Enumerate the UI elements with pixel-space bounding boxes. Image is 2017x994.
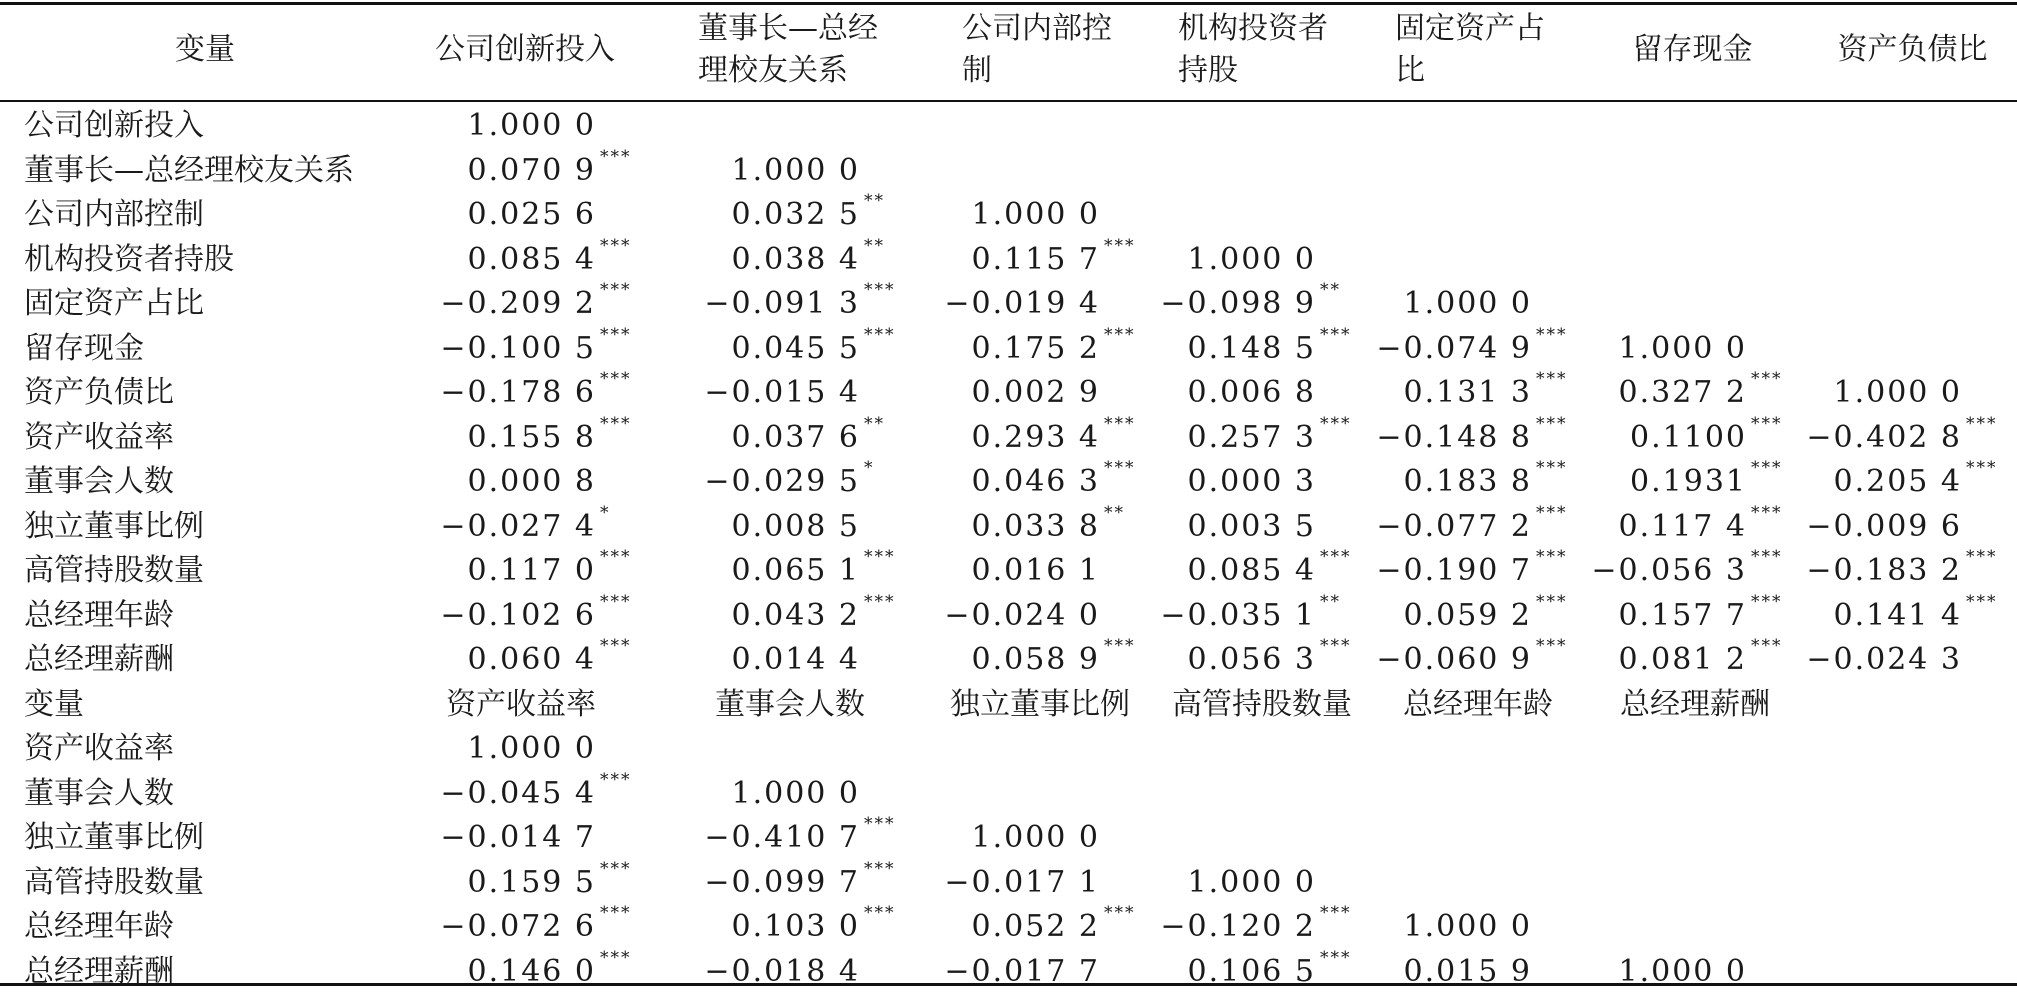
cell-value: 1.000 0 (467, 731, 596, 766)
significance-stars: *** (600, 947, 632, 968)
table-cell (1116, 371, 1316, 415)
cell-value: −0.015 4 (704, 375, 860, 410)
header-cash: 留存现金 (1632, 32, 1753, 67)
table-row (0, 235, 2017, 282)
significance-stars: *** (1320, 324, 1352, 345)
table-cell (900, 594, 1100, 638)
cell-value: −0.018 4 (704, 953, 860, 989)
table-cell (900, 193, 1100, 237)
significance-stars: *** (1536, 324, 1568, 345)
significance-stars: *** (1320, 413, 1352, 434)
table-cell (660, 280, 896, 326)
table-cell (1547, 502, 1783, 549)
cell-value: 0.033 8 ** (971, 502, 1125, 544)
table-cell (1332, 369, 1568, 415)
cell-value: 1.000 0 (1187, 241, 1316, 277)
cell-value: 0.000 3 (1187, 464, 1316, 499)
cell-value: 1.000 0 (971, 820, 1100, 855)
significance-stars: *** (1536, 413, 1568, 434)
cell-value: 0.103 0 *** (731, 903, 896, 944)
cell-value: 0.032 5 ** (731, 191, 885, 232)
significance-stars: *** (1966, 547, 1998, 567)
significance-stars: *** (600, 591, 632, 612)
cell-value: 0.058 9 *** (971, 636, 1136, 677)
table-cell (1547, 413, 1783, 460)
table-cell (1547, 458, 1783, 504)
cell-value: 0.070 9 *** (467, 146, 632, 188)
cell-value: 0.175 2 *** (971, 324, 1136, 366)
cell-value: 0.131 3 *** (1403, 369, 1568, 410)
cell-value: −0.009 6 (1806, 508, 1962, 544)
table-row (0, 549, 2017, 593)
table-cell (900, 502, 1125, 549)
cell-value: −0.209 2 *** (440, 280, 632, 321)
table-cell (1332, 458, 1568, 504)
significance-stars: *** (600, 547, 632, 567)
cell-value: 1.000 0 (731, 152, 860, 188)
table-cell (1762, 638, 1962, 682)
table-cell (1762, 458, 1998, 504)
table-row (0, 193, 2017, 237)
table-cell (1762, 591, 1998, 638)
significance-stars: *** (600, 769, 632, 790)
row-label: 董事会人数 (24, 775, 174, 811)
cell-value: 0.025 6 (467, 197, 596, 232)
table-cell (1332, 324, 1568, 371)
cell-value: −0.148 8 *** (1376, 413, 1568, 455)
table-cell (900, 458, 1136, 504)
table-cell (900, 816, 1100, 860)
row-label: 总经理薪酬 (24, 953, 174, 989)
table-cell (396, 324, 632, 371)
subheader-cell: 总经理年龄 (1403, 686, 1553, 722)
cell-value: −0.035 1 ** (1160, 591, 1341, 633)
table-cell (660, 149, 860, 193)
table-cell (1332, 502, 1568, 549)
cell-value: 0.085 4 *** (467, 235, 632, 277)
table-row (0, 727, 2017, 771)
cell-value: 0.155 8 *** (467, 413, 632, 455)
header-variable: 变量 (175, 32, 235, 67)
cell-value: 0.060 4 *** (467, 636, 632, 677)
table-cell (1116, 324, 1352, 371)
table-cell (396, 903, 632, 949)
table-cell (1547, 547, 1783, 593)
cell-value: 1.000 0 (467, 108, 596, 143)
table-row (0, 858, 2017, 905)
table-cell (1332, 547, 1568, 593)
significance-stars: *** (1320, 547, 1352, 567)
subheader-cell: 独立董事比例 (950, 686, 1130, 722)
table-cell (396, 636, 632, 682)
table-cell (1762, 371, 1962, 415)
table-cell (1762, 547, 1998, 593)
significance-stars: *** (1536, 547, 1568, 567)
table-cell (396, 816, 596, 860)
table-row (0, 104, 2017, 148)
significance-stars: *** (600, 369, 632, 389)
row-label: 总经理薪酬 (24, 642, 174, 677)
table-cell (1116, 238, 1316, 282)
table-cell (1547, 591, 1783, 638)
significance-stars: *** (1536, 502, 1568, 523)
header-alumni: 董事长—总经 理校友关系 (698, 11, 878, 88)
cell-value: 0.008 5 (731, 508, 860, 544)
significance-stars: *** (600, 903, 632, 923)
row-label: 独立董事比例 (24, 508, 204, 544)
table-cell (1762, 505, 1962, 549)
table-row (0, 591, 2017, 638)
table-cell (396, 104, 596, 148)
significance-stars: *** (864, 591, 896, 612)
row-label: 公司创新投入 (24, 108, 204, 143)
table-cell (396, 727, 596, 771)
cell-value: 0.045 5 *** (731, 324, 896, 366)
subheader-cell: 高管持股数量 (1172, 686, 1352, 722)
cell-value: 0.038 4 ** (731, 235, 885, 277)
table-cell (1547, 636, 1783, 682)
subheader-row (0, 683, 2017, 727)
cell-value: 0.293 4 *** (971, 413, 1136, 455)
table-cell (900, 413, 1136, 460)
table-cell (396, 413, 632, 460)
significance-stars: *** (1104, 458, 1136, 478)
significance-stars: *** (600, 235, 632, 256)
cell-value: 0.117 0 *** (467, 547, 632, 588)
significance-stars: *** (600, 636, 632, 656)
cell-value: 1.000 0 (1403, 909, 1532, 944)
table-cell (1116, 413, 1352, 460)
table-cell (1116, 280, 1341, 326)
row-label: 高管持股数量 (24, 553, 204, 588)
table-row (0, 502, 2017, 549)
significance-stars: *** (864, 903, 896, 923)
cell-value: 0.141 4 *** (1833, 591, 1998, 633)
cell-value: 0.046 3 *** (971, 458, 1136, 499)
cell-value: 0.183 8 *** (1403, 458, 1568, 499)
header-rule (0, 100, 2017, 102)
table-cell (1332, 282, 1532, 326)
row-label: 董事长—总经理校友关系 (24, 152, 354, 188)
cell-value: 1.000 0 (1187, 864, 1316, 900)
cell-value: 0.159 5 *** (467, 858, 632, 900)
header-fixed-assets: 固定资产占 比 (1395, 11, 1545, 88)
table-cell (1116, 460, 1316, 504)
table-cell (900, 636, 1136, 682)
cell-value: 0.003 5 (1187, 508, 1316, 544)
cell-value: −0.017 1 (944, 864, 1100, 900)
cell-value: 0.006 8 (1187, 375, 1316, 410)
table-cell (1116, 547, 1352, 593)
significance-stars: *** (1751, 591, 1783, 612)
row-label: 总经理年龄 (24, 909, 174, 944)
significance-stars: *** (1320, 947, 1352, 968)
cell-value: 0.081 2 *** (1618, 636, 1783, 677)
cell-value: −0.183 2 *** (1806, 547, 1998, 588)
table-cell (396, 769, 632, 816)
significance-stars: *** (1966, 458, 1998, 478)
significance-stars: *** (1751, 369, 1783, 389)
table-cell (900, 861, 1100, 905)
cell-value: 0.037 6 ** (731, 413, 885, 455)
row-label: 董事会人数 (24, 464, 174, 499)
table-row (0, 371, 2017, 415)
significance-stars: *** (864, 858, 896, 879)
table-cell (900, 903, 1136, 949)
cell-value: 1.000 0 (1403, 286, 1532, 321)
cell-value: −0.019 4 (944, 286, 1100, 321)
cell-value: −0.077 2 *** (1376, 502, 1568, 544)
table-cell (660, 413, 885, 460)
cell-value: −0.072 6 *** (440, 903, 632, 944)
table-cell (1762, 413, 1998, 460)
subheader-cell: 资产收益率 (446, 686, 596, 722)
row-label: 留存现金 (24, 330, 144, 366)
table-cell (1547, 369, 1783, 415)
significance-stars: *** (1536, 636, 1568, 656)
table-cell (396, 235, 632, 282)
significance-stars: *** (600, 324, 632, 345)
table-cell (1547, 327, 1747, 371)
significance-stars: * (864, 458, 875, 478)
significance-stars: *** (1536, 458, 1568, 478)
row-label: 机构投资者持股 (24, 241, 234, 277)
table-cell (396, 369, 632, 415)
cell-value: −0.178 6 *** (440, 369, 632, 410)
cell-value: −0.190 7 *** (1376, 547, 1568, 588)
row-label: 资产负债比 (24, 375, 174, 410)
cell-value: 0.157 7 *** (1618, 591, 1783, 633)
table-cell (660, 235, 885, 282)
table-cell (660, 191, 885, 237)
cell-value: −0.029 5 * (704, 458, 875, 499)
row-label: 资产收益率 (24, 419, 174, 455)
cell-value: −0.410 7 *** (704, 814, 896, 855)
significance-stars: *** (1751, 413, 1783, 434)
cell-value: 0.052 2 *** (971, 903, 1136, 944)
table-cell (900, 549, 1100, 593)
significance-stars: ** (864, 191, 885, 211)
table-cell (396, 502, 611, 549)
cell-value: −0.100 5 *** (440, 324, 632, 366)
table-row (0, 769, 2017, 816)
cell-value: −0.060 9 *** (1376, 636, 1568, 677)
significance-stars: *** (1966, 413, 1998, 434)
significance-stars: *** (864, 280, 896, 300)
row-label: 高管持股数量 (24, 864, 204, 900)
subheader-cell: 董事会人数 (715, 686, 865, 722)
cell-value: 0.148 5 *** (1187, 324, 1352, 366)
header-innovation: 公司创新投入 (435, 32, 615, 67)
cell-value: 0.1100 *** (1630, 413, 1783, 455)
table-cell (660, 591, 896, 638)
table-cell (1332, 591, 1568, 638)
row-label: 固定资产占比 (24, 286, 204, 321)
table-cell (1332, 413, 1568, 460)
significance-stars: * (600, 502, 611, 523)
table-row (0, 460, 2017, 504)
cell-value: 0.056 3 *** (1187, 636, 1352, 677)
table-row (0, 413, 2017, 460)
cell-value: 0.327 2 *** (1618, 369, 1783, 410)
significance-stars: *** (1320, 636, 1352, 656)
cell-value: 0.146 0 *** (467, 947, 632, 989)
table-row (0, 324, 2017, 371)
significance-stars: *** (600, 280, 632, 300)
table-cell (396, 591, 632, 638)
table-row (0, 905, 2017, 949)
significance-stars: *** (1104, 636, 1136, 656)
table-cell (660, 903, 896, 949)
significance-stars: *** (600, 146, 632, 167)
significance-stars: *** (1104, 324, 1136, 345)
row-label: 公司内部控制 (24, 197, 204, 232)
table-cell (660, 858, 896, 905)
cell-value: −0.120 2 *** (1160, 903, 1352, 944)
cell-value: −0.045 4 *** (440, 769, 632, 811)
table-cell (396, 460, 596, 504)
significance-stars: ** (1320, 280, 1341, 300)
significance-stars: *** (1751, 458, 1783, 478)
cell-value: 0.085 4 *** (1187, 547, 1352, 588)
cell-value: 0.000 8 (467, 464, 596, 499)
table-cell (900, 324, 1136, 371)
significance-stars: ** (1104, 502, 1125, 523)
subheader-label: 变量 (24, 686, 84, 722)
cell-value: 0.016 1 (971, 553, 1100, 588)
cell-value: −0.402 8 *** (1806, 413, 1998, 455)
cell-value: 0.115 7 *** (971, 235, 1136, 277)
table-cell (660, 458, 875, 504)
cell-value: −0.091 3 *** (704, 280, 896, 321)
cell-value: −0.017 7 (944, 953, 1100, 989)
table-cell (396, 146, 632, 193)
table-cell (660, 371, 860, 415)
significance-stars: *** (1751, 636, 1783, 656)
table-row (0, 816, 2017, 860)
table-row (0, 638, 2017, 682)
header-leverage: 资产负债比 (1837, 32, 1988, 67)
table-cell (396, 858, 632, 905)
significance-stars: ** (864, 413, 885, 434)
significance-stars: *** (1320, 903, 1352, 923)
significance-stars: *** (1751, 502, 1783, 523)
cell-value: 1.000 0 (1618, 330, 1747, 366)
significance-stars: *** (1751, 547, 1783, 567)
table-cell (1116, 903, 1352, 949)
cell-value: 0.106 5 *** (1187, 947, 1352, 989)
cell-value: 0.205 4 *** (1833, 458, 1998, 499)
cell-value: −0.098 9 ** (1160, 280, 1341, 321)
cell-value: 0.015 9 (1403, 953, 1532, 989)
cell-value: 0.014 4 (731, 642, 860, 677)
table-cell (1332, 636, 1568, 682)
table-cell (396, 280, 632, 326)
cell-value: 1.000 0 (1833, 375, 1962, 410)
cell-value: 0.002 9 (971, 375, 1100, 410)
cell-value: −0.074 9 *** (1376, 324, 1568, 366)
table-cell (396, 193, 596, 237)
cell-value: −0.102 6 *** (440, 591, 632, 633)
significance-stars: *** (864, 324, 896, 345)
table-cell (1116, 636, 1352, 682)
significance-stars: *** (1966, 591, 1998, 612)
cell-value: −0.056 3 *** (1591, 547, 1783, 588)
table-cell (1116, 591, 1341, 638)
cell-value: 1.000 0 (971, 197, 1100, 232)
table-row (0, 146, 2017, 193)
table-cell (900, 282, 1100, 326)
significance-stars: *** (864, 547, 896, 567)
table-cell (900, 371, 1100, 415)
significance-stars: *** (600, 413, 632, 434)
table-cell (1332, 905, 1532, 949)
table-cell (660, 814, 896, 860)
cell-value: −0.024 0 (944, 597, 1100, 633)
table-row (0, 282, 2017, 326)
table-cell (660, 638, 860, 682)
significance-stars: *** (1536, 591, 1568, 612)
cell-value: −0.024 3 (1806, 642, 1962, 677)
cell-value: 0.043 2 *** (731, 591, 896, 633)
table-cell (660, 772, 860, 816)
cell-value: 0.065 1 *** (731, 547, 896, 588)
cell-value: −0.099 7 *** (704, 858, 896, 900)
header-internal-control: 公司内部控 制 (962, 11, 1112, 88)
cell-value: 0.1931 *** (1630, 458, 1783, 499)
significance-stars: *** (1104, 235, 1136, 256)
cell-value: 0.059 2 *** (1403, 591, 1568, 633)
significance-stars: *** (864, 814, 896, 834)
cell-value: −0.014 7 (440, 820, 596, 855)
table-cell (1116, 505, 1316, 549)
cell-value: −0.027 4 * (440, 502, 611, 544)
significance-stars: ** (1320, 591, 1341, 612)
significance-stars: *** (1104, 903, 1136, 923)
significance-stars: ** (864, 235, 885, 256)
table-cell (660, 324, 896, 371)
significance-stars: *** (600, 858, 632, 879)
row-label: 资产收益率 (24, 731, 174, 766)
table-cell (900, 235, 1136, 282)
row-label: 独立董事比例 (24, 820, 204, 855)
table-cell (660, 547, 896, 593)
table-cell (1116, 861, 1316, 905)
header-institutional: 机构投资者 持股 (1178, 11, 1328, 88)
table-cell (396, 547, 632, 593)
cell-value: 1.000 0 (731, 775, 860, 811)
row-label: 总经理年龄 (24, 597, 174, 633)
subheader-cell: 总经理薪酬 (1620, 686, 1770, 722)
significance-stars: *** (1536, 369, 1568, 389)
cell-value: 0.117 4 *** (1618, 502, 1783, 544)
significance-stars: *** (1104, 413, 1136, 434)
table-cell (660, 505, 860, 549)
cell-value: 1.000 0 (1618, 953, 1747, 989)
cell-value: 0.257 3 *** (1187, 413, 1352, 455)
